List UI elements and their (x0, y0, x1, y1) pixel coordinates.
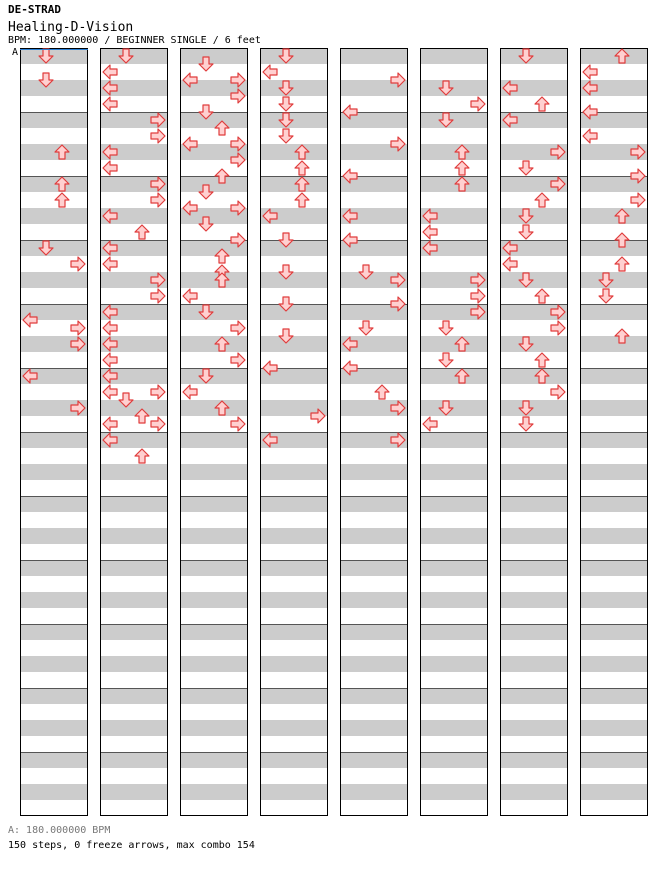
beat-band (580, 496, 648, 512)
beat-band (420, 752, 488, 768)
beat-band (100, 784, 168, 800)
beat-band (580, 784, 648, 800)
beat-band (20, 784, 88, 800)
beat-band (20, 208, 88, 224)
beat-band (180, 336, 248, 352)
beat-band (420, 496, 488, 512)
beat-band (20, 592, 88, 608)
beat-band (260, 176, 328, 192)
beat-band (180, 368, 248, 384)
beat-band (20, 720, 88, 736)
beat-band (180, 304, 248, 320)
beat-band (180, 176, 248, 192)
beat-band (180, 560, 248, 576)
beat-band (580, 208, 648, 224)
beat-band (500, 752, 568, 768)
bpm-marker: A (12, 47, 19, 58)
beat-band (420, 400, 488, 416)
chart-column-7 (500, 48, 568, 816)
beat-band (20, 528, 88, 544)
beat-band (580, 656, 648, 672)
beat-band (100, 688, 168, 704)
beat-band (20, 176, 88, 192)
artist-name: DE-STRAD (8, 3, 61, 16)
beat-band (420, 560, 488, 576)
beat-band (420, 144, 488, 160)
beat-band (180, 432, 248, 448)
beat-band (500, 368, 568, 384)
beat-band (580, 400, 648, 416)
beat-band (20, 48, 88, 64)
beat-band (180, 272, 248, 288)
beat-band (100, 560, 168, 576)
beat-band (500, 624, 568, 640)
beat-band (20, 496, 88, 512)
beat-band (580, 272, 648, 288)
beat-band (340, 784, 408, 800)
beat-band (100, 752, 168, 768)
beat-band (500, 208, 568, 224)
beat-band (100, 48, 168, 64)
beat-band (420, 432, 488, 448)
beat-band (20, 752, 88, 768)
beat-band (420, 592, 488, 608)
song-title: Healing-D-Vision (8, 20, 134, 35)
beat-band (20, 272, 88, 288)
beat-band (500, 496, 568, 512)
beat-band (180, 688, 248, 704)
beat-band (580, 560, 648, 576)
step-summary: 150 steps, 0 freeze arrows, max combo 154 (8, 840, 255, 851)
beat-band (580, 720, 648, 736)
beat-band (180, 464, 248, 480)
beat-band (20, 240, 88, 256)
bpm-change-line (20, 49, 88, 50)
beat-band (100, 464, 168, 480)
beat-band (260, 272, 328, 288)
beat-band (20, 144, 88, 160)
beat-band (340, 688, 408, 704)
beat-band (420, 112, 488, 128)
beat-band (100, 400, 168, 416)
bpm-legend: A: 180.000000 BPM (8, 825, 111, 836)
beat-band (100, 720, 168, 736)
beat-band (420, 624, 488, 640)
beat-band (20, 560, 88, 576)
beat-band (260, 560, 328, 576)
beat-band (260, 496, 328, 512)
beat-band (500, 560, 568, 576)
chart-column-1 (20, 48, 88, 816)
beat-band (100, 656, 168, 672)
beat-band (20, 432, 88, 448)
beat-band (340, 656, 408, 672)
beat-band (260, 336, 328, 352)
beat-band (420, 80, 488, 96)
beat-band (580, 688, 648, 704)
beat-band (20, 624, 88, 640)
beat-band (500, 48, 568, 64)
beat-band (420, 48, 488, 64)
beat-band (420, 176, 488, 192)
beat-band (260, 624, 328, 640)
beat-band (500, 720, 568, 736)
beat-band (580, 464, 648, 480)
beat-band (500, 688, 568, 704)
beat-band (260, 304, 328, 320)
beat-band (340, 464, 408, 480)
beat-band (500, 528, 568, 544)
beat-band (340, 496, 408, 512)
beat-band (580, 48, 648, 64)
beat-band (260, 48, 328, 64)
beat-band (100, 528, 168, 544)
beat-band (500, 272, 568, 288)
chart-column-6 (420, 48, 488, 816)
beat-band (20, 464, 88, 480)
beat-band (20, 112, 88, 128)
beat-band (20, 656, 88, 672)
beat-band (500, 784, 568, 800)
beat-band (420, 336, 488, 352)
beat-band (420, 464, 488, 480)
beat-band (500, 656, 568, 672)
beat-band (420, 528, 488, 544)
beat-band (20, 688, 88, 704)
beat-band (420, 784, 488, 800)
beat-band (580, 336, 648, 352)
beat-band (180, 624, 248, 640)
beat-band (260, 784, 328, 800)
beat-band (500, 336, 568, 352)
beat-band (340, 48, 408, 64)
beat-band (20, 80, 88, 96)
beat-band (420, 688, 488, 704)
beat-band (580, 752, 648, 768)
beat-band (580, 304, 648, 320)
chart-column-4 (260, 48, 328, 816)
beat-band (420, 656, 488, 672)
beat-band (180, 400, 248, 416)
beat-band (180, 656, 248, 672)
beat-band (340, 752, 408, 768)
beat-band (260, 112, 328, 128)
beat-band (180, 496, 248, 512)
beat-band (260, 464, 328, 480)
beat-band (340, 720, 408, 736)
beat-band (500, 432, 568, 448)
beat-band (580, 368, 648, 384)
beat-band (180, 48, 248, 64)
beat-band (180, 720, 248, 736)
beat-band (500, 464, 568, 480)
beat-band (260, 688, 328, 704)
beat-band (100, 496, 168, 512)
beat-band (180, 752, 248, 768)
beat-band (500, 592, 568, 608)
beat-band (580, 432, 648, 448)
beat-band (340, 592, 408, 608)
beat-band (180, 112, 248, 128)
beat-band (340, 560, 408, 576)
beat-band (260, 656, 328, 672)
beat-band (580, 592, 648, 608)
beat-band (580, 240, 648, 256)
chart-info: BPM: 180.000000 / BEGINNER SINGLE / 6 feet (8, 35, 261, 46)
beat-band (580, 528, 648, 544)
beat-band (180, 592, 248, 608)
beat-band (420, 368, 488, 384)
chart-column-8 (580, 48, 648, 816)
beat-band (180, 528, 248, 544)
beat-band (420, 720, 488, 736)
beat-band (260, 528, 328, 544)
beat-band (340, 624, 408, 640)
beat-band (340, 528, 408, 544)
beat-band (180, 784, 248, 800)
beat-band (260, 240, 328, 256)
beat-band (100, 592, 168, 608)
beat-band (260, 752, 328, 768)
chart-column-5 (340, 48, 408, 816)
beat-band (260, 80, 328, 96)
beat-band (580, 624, 648, 640)
beat-band (260, 144, 328, 160)
beat-band (260, 720, 328, 736)
beat-band (260, 592, 328, 608)
beat-band (500, 400, 568, 416)
beat-band (100, 624, 168, 640)
